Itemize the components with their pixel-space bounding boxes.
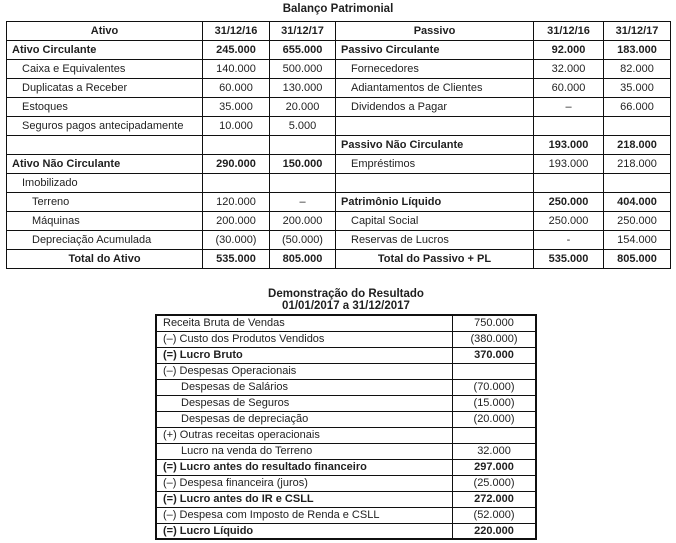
table-cell: (15.000) [453, 395, 536, 411]
table-cell: (52.000) [453, 507, 536, 523]
table-cell: (–) Despesa com Imposto de Renda e CSLL [156, 507, 453, 523]
table-cell: Máquinas [7, 212, 203, 231]
table-cell: Caixa e Equivalentes [7, 60, 203, 79]
table-cell: 5.000 [270, 117, 336, 136]
table-cell [270, 174, 336, 193]
table-cell: 535.000 [203, 250, 270, 269]
table-cell: 245.000 [203, 41, 270, 60]
table-cell: Seguros pagos antecipadamente [7, 117, 203, 136]
table-cell: 218.000 [604, 155, 671, 174]
table-cell [604, 174, 671, 193]
table-row [156, 507, 536, 523]
table-cell: 35.000 [604, 79, 671, 98]
table-cell: Fornecedores [336, 60, 534, 79]
table-cell [604, 117, 671, 136]
table-cell [336, 174, 534, 193]
table-cell: (–) Despesas Operacionais [156, 363, 453, 379]
table-cell: (=) Lucro antes do resultado financeiro [156, 459, 453, 475]
table-cell: 805.000 [604, 250, 671, 269]
table-cell: 82.000 [604, 60, 671, 79]
table-cell: 31/12/17 [604, 22, 671, 41]
table-cell: (=) Lucro antes do IR e CSLL [156, 491, 453, 507]
table-row [156, 491, 536, 507]
table-cell [534, 117, 604, 136]
table-cell: Adiantamentos de Clientes [336, 79, 534, 98]
table-cell: Ativo [7, 22, 203, 41]
table-cell: 193.000 [534, 136, 604, 155]
table-cell: Despesas de depreciação [156, 411, 453, 427]
table-cell: (=) Lucro Líquido [156, 523, 453, 539]
income-statement-title [155, 288, 537, 312]
table-cell: 290.000 [203, 155, 270, 174]
table-cell: - [534, 231, 604, 250]
table-row [156, 395, 536, 411]
table-row [7, 174, 671, 193]
table-cell: 250.000 [534, 193, 604, 212]
table-row [156, 427, 536, 443]
table-row [156, 459, 536, 475]
table-cell: Imobilizado [7, 174, 203, 193]
table-row [7, 155, 671, 174]
table-row [156, 411, 536, 427]
table-cell [270, 136, 336, 155]
table-cell: Despesas de Salários [156, 379, 453, 395]
table-cell: 370.000 [453, 347, 536, 363]
table-row [7, 193, 671, 212]
table-cell: 154.000 [604, 231, 671, 250]
table-cell: 200.000 [203, 212, 270, 231]
table-cell [534, 174, 604, 193]
table-row [7, 79, 671, 98]
balance-sheet-header-row [7, 22, 671, 41]
table-cell: (380.000) [453, 331, 536, 347]
table-cell: Total do Ativo [7, 250, 203, 269]
table-cell: 250.000 [534, 212, 604, 231]
table-cell: 60.000 [534, 79, 604, 98]
table-cell: 535.000 [534, 250, 604, 269]
table-row [156, 315, 536, 331]
table-cell: Duplicatas a Receber [7, 79, 203, 98]
table-cell: (–) Custo dos Produtos Vendidos [156, 331, 453, 347]
table-cell: Passivo Circulante [336, 41, 534, 60]
table-cell: 92.000 [534, 41, 604, 60]
table-cell [203, 136, 270, 155]
table-cell: 500.000 [270, 60, 336, 79]
table-cell: Ativo Circulante [7, 41, 203, 60]
table-cell [7, 136, 203, 155]
table-cell: Reservas de Lucros [336, 231, 534, 250]
table-cell: (=) Lucro Bruto [156, 347, 453, 363]
table-row [156, 523, 536, 539]
table-cell [453, 427, 536, 443]
table-cell: (50.000) [270, 231, 336, 250]
table-row [156, 443, 536, 459]
table-cell: 183.000 [604, 41, 671, 60]
table-cell: Dividendos a Pagar [336, 98, 534, 117]
table-cell: 750.000 [453, 315, 536, 331]
table-cell: 150.000 [270, 155, 336, 174]
table-cell: (70.000) [453, 379, 536, 395]
table-cell: Total do Passivo + PL [336, 250, 534, 269]
table-cell: 140.000 [203, 60, 270, 79]
table-cell: Depreciação Acumulada [7, 231, 203, 250]
table-cell: Receita Bruta de Vendas [156, 315, 453, 331]
table-cell: 297.000 [453, 459, 536, 475]
table-cell [336, 117, 534, 136]
table-cell: Passivo Não Circulante [336, 136, 534, 155]
income-statement-body [156, 315, 536, 539]
table-cell: (–) Despesa financeira (juros) [156, 475, 453, 491]
table-cell: 31/12/17 [270, 22, 336, 41]
table-row [7, 60, 671, 79]
table-cell: 10.000 [203, 117, 270, 136]
table-cell [203, 174, 270, 193]
table-cell: 193.000 [534, 155, 604, 174]
table-cell: 32.000 [453, 443, 536, 459]
table-cell: 220.000 [453, 523, 536, 539]
table-cell: 35.000 [203, 98, 270, 117]
table-row [156, 347, 536, 363]
table-row [7, 117, 671, 136]
table-row [7, 231, 671, 250]
table-cell: – [270, 193, 336, 212]
table-cell: (30.000) [203, 231, 270, 250]
table-cell: (20.000) [453, 411, 536, 427]
income-statement-table [155, 314, 537, 540]
table-cell: 60.000 [203, 79, 270, 98]
income-statement-title-line1: Demonstração do Resultado [268, 288, 424, 300]
table-cell: 120.000 [203, 193, 270, 212]
table-cell: Ativo Não Circulante [7, 155, 203, 174]
table-row [156, 475, 536, 491]
table-row [7, 212, 671, 231]
table-cell: Patrimônio Líquido [336, 193, 534, 212]
table-cell: Terreno [7, 193, 203, 212]
table-cell: (25.000) [453, 475, 536, 491]
table-row [7, 98, 671, 117]
table-cell: 805.000 [270, 250, 336, 269]
table-cell: Empréstimos [336, 155, 534, 174]
table-cell: 31/12/16 [534, 22, 604, 41]
balance-sheet-table [6, 21, 671, 269]
table-cell: Lucro na venda do Terreno [156, 443, 453, 459]
table-cell: 200.000 [270, 212, 336, 231]
table-cell: 250.000 [604, 212, 671, 231]
table-cell: 31/12/16 [203, 22, 270, 41]
table-row [7, 41, 671, 60]
table-cell: 130.000 [270, 79, 336, 98]
table-cell: 66.000 [604, 98, 671, 117]
table-row [156, 379, 536, 395]
table-cell: 218.000 [604, 136, 671, 155]
balance-sheet-title: Balanço Patrimonial [282, 3, 394, 15]
table-cell: 272.000 [453, 491, 536, 507]
table-row [7, 250, 671, 269]
table-cell: 404.000 [604, 193, 671, 212]
table-cell: Despesas de Seguros [156, 395, 453, 411]
table-cell: (+) Outras receitas operacionais [156, 427, 453, 443]
table-cell [453, 363, 536, 379]
table-cell: Passivo [336, 22, 534, 41]
table-row [7, 136, 671, 155]
table-cell: Estoques [7, 98, 203, 117]
table-cell: Capital Social [336, 212, 534, 231]
table-cell: 32.000 [534, 60, 604, 79]
table-row [156, 331, 536, 347]
table-cell: 655.000 [270, 41, 336, 60]
table-row [156, 363, 536, 379]
table-cell: 20.000 [270, 98, 336, 117]
income-statement-title-line2: 01/01/2017 a 31/12/2017 [282, 300, 410, 312]
balance-sheet-body [7, 41, 671, 269]
table-cell: – [534, 98, 604, 117]
